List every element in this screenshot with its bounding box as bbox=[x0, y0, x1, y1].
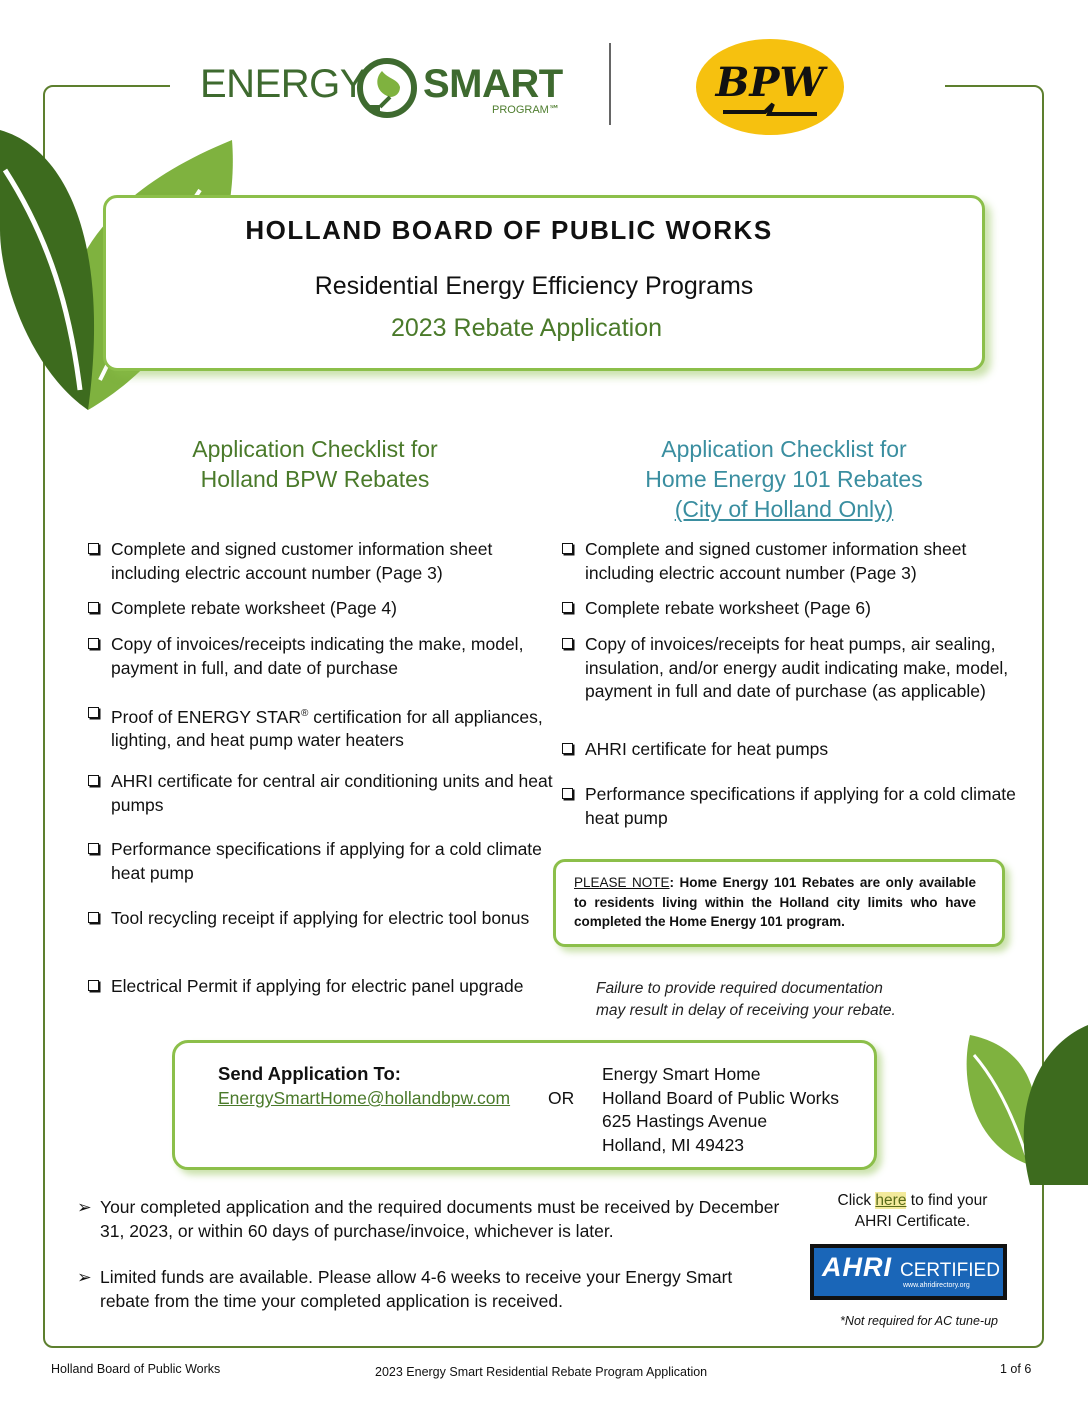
checklist-item-text: Complete and signed customer information sheet including electric account number (Page 3) bbox=[585, 539, 967, 583]
checklist-item bbox=[88, 838, 556, 885]
checklist-item bbox=[88, 633, 556, 680]
header-divider bbox=[609, 43, 611, 125]
checkbox[interactable] bbox=[562, 638, 573, 649]
checklist-item-text: Performance specifications if applying for a cold climate heat pump bbox=[111, 839, 542, 883]
checkbox[interactable] bbox=[88, 775, 99, 786]
ahri-badge-url: www.ahridirectory.org bbox=[903, 1282, 970, 1289]
checkbox[interactable] bbox=[88, 980, 99, 991]
ahri-click-text: Click bbox=[837, 1192, 876, 1209]
checklist-item-text: AHRI certificate for heat pumps bbox=[585, 739, 829, 759]
ahri-here-link[interactable]: here bbox=[875, 1192, 907, 1209]
checkbox[interactable] bbox=[562, 743, 573, 754]
checklist-item bbox=[562, 783, 1035, 830]
leaf-plug-icon bbox=[356, 57, 418, 119]
please-note-text bbox=[574, 873, 976, 932]
checklist-item bbox=[562, 538, 1035, 585]
decorative-leaves-bottom-right bbox=[960, 1025, 1088, 1185]
ahri-footnote: *Not required for AC tune-up bbox=[840, 1314, 998, 1328]
checklist-item bbox=[88, 975, 556, 999]
checklist-item-text: Copy of invoices/receipts for heat pumps, air sealing, insulation, and/or energy audit indicating make, model, payment in full and date of purchase (as applicable) bbox=[585, 634, 1009, 701]
checklist-item-text: Performance specifications if applying for a cold climate heat pump bbox=[585, 784, 1016, 828]
checklist-item bbox=[562, 738, 1035, 762]
checkbox[interactable] bbox=[562, 788, 573, 799]
please-note-body: : Home Energy 101 Rebates are only available to residents living within the Holland city limits who have completed the Home Energy 101 program. bbox=[574, 875, 976, 929]
please-note-label: PLEASE NOTE bbox=[574, 875, 670, 890]
left-checklist-heading bbox=[115, 434, 515, 494]
checkbox[interactable] bbox=[88, 843, 99, 854]
ahri-instructions bbox=[820, 1190, 1005, 1232]
info-bullet bbox=[77, 1196, 790, 1243]
checklist-item-text: Proof of ENERGY STAR® certification for all appliances, lighting, and heat pump water heaters bbox=[111, 706, 543, 751]
checkbox[interactable] bbox=[88, 543, 99, 554]
checkbox[interactable] bbox=[562, 602, 573, 613]
checklist-item-text: Copy of invoices/receipts indicating the make, model, payment in full, and date of purchase bbox=[111, 634, 524, 678]
arrow-bullet-icon: ➢ bbox=[77, 1197, 92, 1217]
checklist-item-text: Complete rebate worksheet (Page 4) bbox=[111, 598, 397, 618]
checklist-item-text: Complete rebate worksheet (Page 6) bbox=[585, 598, 871, 618]
checkbox[interactable] bbox=[88, 912, 99, 923]
checklist-item bbox=[88, 597, 556, 621]
checklist-item-text: Electrical Permit if applying for electric panel upgrade bbox=[111, 976, 524, 996]
ahri-badge-certified: CERTIFIED bbox=[900, 1260, 1000, 1281]
checkbox[interactable] bbox=[88, 638, 99, 649]
logo-tagline: PROGRAM℠ bbox=[492, 104, 561, 116]
failure-notice-line2: may result in delay of receiving your rebate. bbox=[596, 1001, 896, 1019]
right-heading-line2: Home Energy 101 Rebates bbox=[645, 466, 923, 492]
bpw-logo-text: BPW bbox=[715, 59, 825, 106]
checklist-item-text: AHRI certificate for central air conditioning units and heat pumps bbox=[111, 771, 553, 815]
checklist-item bbox=[88, 538, 556, 585]
checklist-item bbox=[88, 702, 556, 753]
left-heading-line1: Application Checklist for bbox=[192, 436, 438, 462]
info-bullet bbox=[77, 1266, 750, 1313]
checklist-item bbox=[88, 907, 556, 931]
address-line: Energy Smart Home bbox=[602, 1064, 761, 1084]
address-line: Holland Board of Public Works bbox=[602, 1088, 840, 1108]
info-bullet-text: Limited funds are available. Please allow 4-6 weeks to receive your Energy Smart rebate from the time your completed application is received. bbox=[100, 1267, 733, 1311]
city-of-holland-link[interactable]: (City of Holland Only) bbox=[674, 496, 894, 522]
energy-smart-logo bbox=[200, 52, 580, 122]
checklist-item-text: Complete and signed customer information sheet including electric account number (Page 3) bbox=[111, 539, 493, 583]
checkbox[interactable] bbox=[88, 707, 99, 718]
footer-center: 2023 Energy Smart Residential Rebate Program Application bbox=[375, 1365, 708, 1379]
checklist-item bbox=[562, 597, 1035, 621]
left-heading-line2: Holland BPW Rebates bbox=[200, 466, 430, 492]
failure-notice bbox=[596, 978, 976, 1021]
info-bullet-text: Your completed application and the required documents must be received by December 31, 2023, or within 60 days of purchase/invoice, whichever is later. bbox=[100, 1197, 780, 1241]
page-year-line: 2023 Rebate Application bbox=[390, 314, 663, 342]
footer-page-number: 1 of 6 bbox=[1000, 1362, 1032, 1376]
checkbox[interactable] bbox=[88, 602, 99, 613]
bpw-logo bbox=[695, 38, 845, 136]
checkbox[interactable] bbox=[562, 543, 573, 554]
failure-notice-line1: Failure to provide required documentation bbox=[596, 980, 883, 997]
send-application-title: Send Application To: bbox=[218, 1063, 401, 1084]
ahri-after-text: to find your AHRI Certificate. bbox=[854, 1192, 988, 1230]
logo-word-smart: SMART bbox=[423, 62, 563, 106]
arrow-bullet-icon: ➢ bbox=[77, 1267, 92, 1287]
address-line: 625 Hastings Avenue bbox=[602, 1111, 768, 1131]
checklist-item bbox=[88, 770, 556, 817]
right-heading-line1: Application Checklist for bbox=[661, 436, 907, 462]
address-line: Holland, MI 49423 bbox=[602, 1135, 745, 1155]
or-separator: OR bbox=[548, 1088, 575, 1108]
footer-left: Holland Board of Public Works bbox=[51, 1362, 221, 1376]
right-checklist-heading bbox=[584, 434, 984, 524]
checklist-item bbox=[562, 633, 1035, 704]
page-title: HOLLAND BOARD OF PUBLIC WORKS bbox=[245, 215, 773, 245]
checklist-item-text: Tool recycling receipt if applying for electric tool bonus bbox=[111, 908, 530, 928]
email-link[interactable]: EnergySmartHome@hollandbpw.com bbox=[218, 1088, 511, 1108]
page-subtitle: Residential Energy Efficiency Programs bbox=[314, 272, 754, 300]
ahri-badge-word: AHRI bbox=[822, 1252, 892, 1282]
logo-word-energy: ENERGY bbox=[200, 62, 366, 106]
